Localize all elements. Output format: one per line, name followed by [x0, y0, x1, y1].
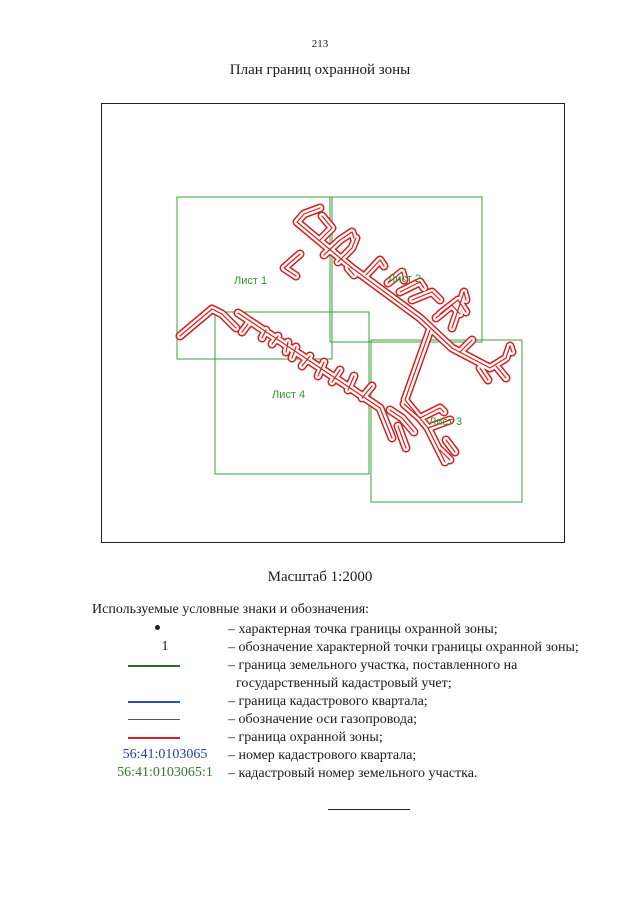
legend-item-cadastral-quarter-border — [0, 693, 640, 711]
page-title: План границ охранной зоны — [229, 62, 411, 78]
legend-item-land-plot-border-cont — [0, 675, 640, 693]
footer-rule — [328, 809, 410, 810]
legend-symbol-text: 56:41:0103065 — [122, 747, 208, 762]
legend-description: – обозначение характерной точки границы охранной зоны; — [228, 640, 579, 655]
red-line-icon — [128, 737, 180, 739]
point-icon — [155, 625, 160, 630]
legend-description: – граница земельного участка, поставленного на — [228, 658, 518, 673]
legend-item-pipeline-axis — [0, 711, 640, 729]
legend-description: – граница кадастрового квартала; — [228, 694, 428, 709]
blue-line-icon — [128, 701, 180, 703]
gray-line-icon — [128, 719, 180, 720]
legend-item-point-label — [0, 639, 640, 657]
zone-outer — [180, 208, 512, 462]
gas-pipeline-axis — [180, 208, 512, 462]
legend-description: – характерная точка границы охранной зоны; — [228, 622, 498, 637]
sheet-4-label: Лист 4 — [272, 389, 306, 401]
legend-item-quarter-number — [0, 747, 640, 765]
green-line-icon — [128, 665, 180, 667]
legend-heading: Используемые условные знаки и обозначения: — [92, 602, 370, 617]
legend-item-protection-zone-border — [0, 729, 640, 747]
legend-symbol-text: 1 — [161, 639, 169, 654]
sheet-3-label: Лист 3 — [429, 416, 463, 428]
legend-item-characteristic-point — [0, 621, 640, 639]
legend-symbol-text: 56:41:0103065:1 — [117, 765, 213, 780]
legend-description-continued: государственный кадастровый учет; — [236, 676, 452, 691]
legend-description: – граница охранной зоны; — [228, 730, 383, 745]
legend-description: – обозначение оси газопровода; — [228, 712, 418, 727]
legend-item-land-plot-border — [0, 657, 640, 675]
page-number: 213 — [311, 38, 329, 50]
scale-label: Масштаб 1:2000 — [267, 569, 373, 585]
sheet-2-label: Лист 2 — [388, 273, 422, 285]
legend-description: – кадастровый номер земельного участка. — [228, 766, 478, 781]
legend-item-plot-number — [0, 765, 640, 783]
zone-inner — [180, 208, 512, 462]
legend-description: – номер кадастрового квартала; — [228, 748, 417, 763]
sheet-1-label: Лист 1 — [234, 275, 268, 287]
